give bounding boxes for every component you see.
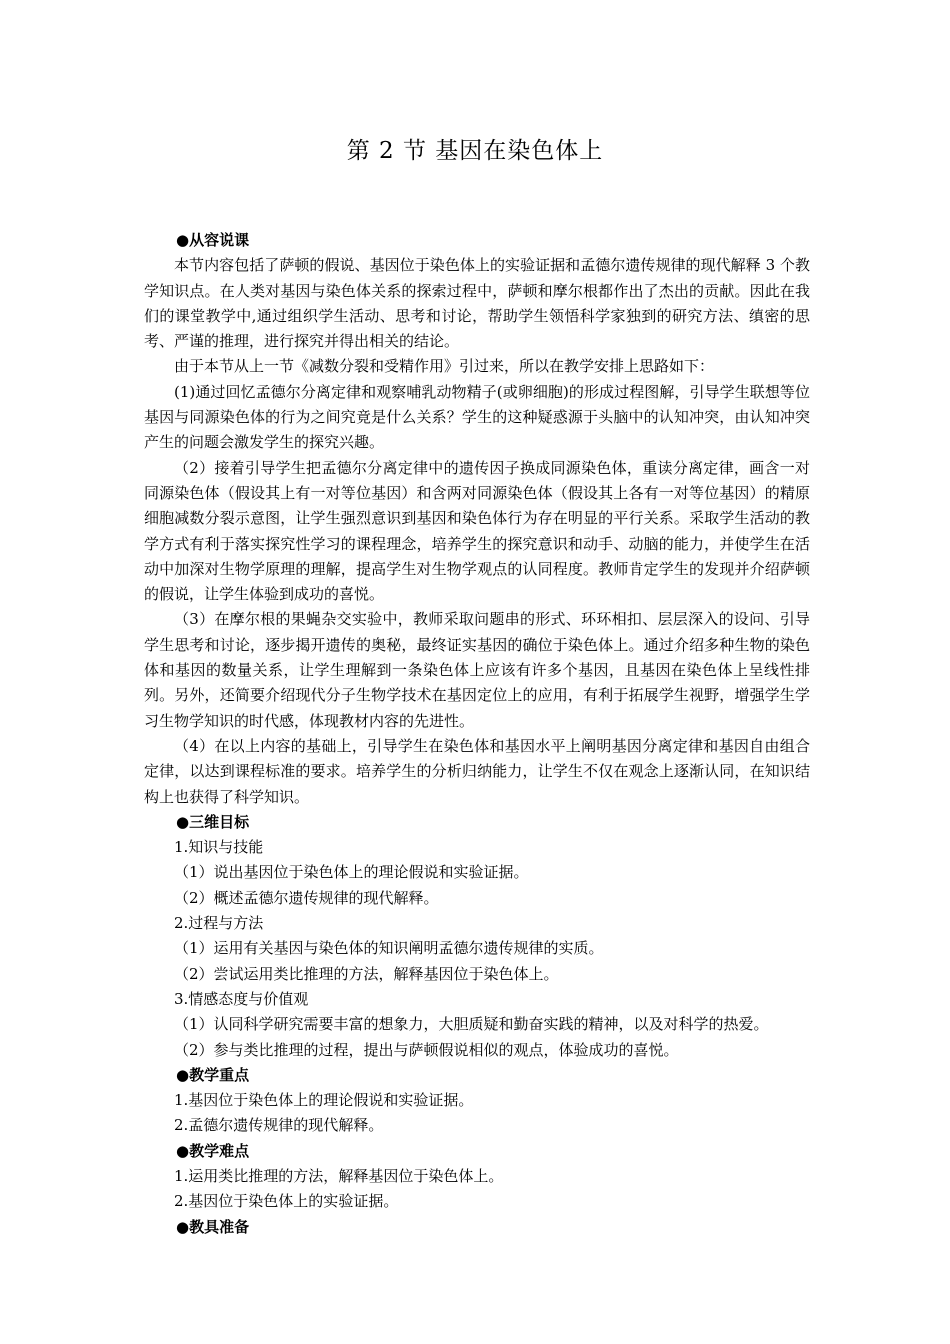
objective-item: （1）运用有关基因与染色体的知识阐明孟德尔遗传规律的实质。 bbox=[174, 939, 604, 958]
paragraph: (1)通过回忆孟德尔分离定律和观察哺乳动物精子(或卵细胞)的形成过程图解，引导学生联想等位基因与同源染色体的行为之间究竟是什么关系？学生的这种疑惑源于头脑中的认知冲突，由认知冲突产生的问题会激发学生的探究兴趣。 bbox=[144, 382, 810, 452]
section-heading-key-points: ●教学重点 bbox=[176, 1065, 250, 1084]
difficulty-item: 1.运用类比推理的方法，解释基因位于染色体上。 bbox=[174, 1166, 504, 1185]
document-body bbox=[144, 228, 810, 1240]
objective-subheading: 1.知识与技能 bbox=[174, 838, 264, 857]
paragraph: （4）在以上内容的基础上，引导学生在染色体和基因水平上阐明基因分离定律和基因自由组合定律，以达到课程标准的要求。培养学生的分析归纳能力，让学生不仅在观念上逐渐认同，在知识结构上也获得了科学知识。 bbox=[144, 736, 810, 806]
section-heading-objectives: ●三维目标 bbox=[176, 812, 250, 831]
objective-item: （1）认同科学研究需要丰富的想象力，大胆质疑和勤奋实践的精神，以及对科学的热爱。 bbox=[174, 1015, 769, 1034]
section-heading-difficulties: ●教学难点 bbox=[176, 1141, 250, 1160]
key-point-item: 2.孟德尔遗传规律的现代解释。 bbox=[174, 1116, 384, 1135]
paragraph: 本节内容包括了萨顿的假说、基因位于染色体上的实验证据和孟德尔遗传规律的现代解释 3 个教学知识点。在人类对基因与染色体关系的探索过程中，萨顿和摩尔根都作出了杰出的贡献。因此在我们的课堂教学中,通过组织学生活动、思考和讨论，帮助学生领悟科学家独到的研究方法、缜密的思考、严谨的推理，进行探究并得出相关的结论。 bbox=[144, 256, 810, 351]
objective-item: （2）尝试运用类比推理的方法，解释基因位于染色体上。 bbox=[174, 964, 559, 983]
objective-subheading: 3.情感态度与价值观 bbox=[174, 989, 309, 1008]
section-heading-lesson-talk: ●从容说课 bbox=[176, 231, 250, 249]
objective-item: （2）参与类比推理的过程，提出与萨顿假说相似的观点，体验成功的喜悦。 bbox=[174, 1040, 679, 1059]
paragraph: （2）接着引导学生把孟德尔分离定律中的遗传因子换成同源染色体，重读分离定律，画含一对同源染色体（假设其上有一对等位基因）和含两对同源染色体（假设其上各有一对等位基因）的精原细胞减数分裂示意图，让学生强烈意识到基因和染色体行为存在明显的平行关系。采取学生活动的教学方式有利于落实探究性学习的课程理念，培养学生的探究意识和动手、动脑的能力，并使学生在活动中加深对生物学原理的理解，提高学生对生物学观点的认同程度。教师肯定学生的发现并介绍萨顿的假说，让学生体验到成功的喜悦。 bbox=[144, 458, 810, 604]
paragraph: （3）在摩尔根的果蝇杂交实验中，教师采取问题串的形式、环环相扣、层层深入的设问、引导学生思考和讨论，逐步揭开遗传的奥秘，最终证实基因的确位于染色体上。通过介绍多种生物的染色体和基因的数量关系，让学生理解到一条染色体上应该有许多个基因，且基因在染色体上呈线性排列。另外，还简要介绍现代分子生物学技术在基因定位上的应用，有利于拓展学生视野，增强学生学习生物学知识的时代感，体现教材内容的先进性。 bbox=[144, 610, 810, 730]
section-heading-teaching-aids: ●教具准备 bbox=[176, 1217, 250, 1236]
paragraph: 由于本节从上一节《减数分裂和受精作用》引过来，所以在教学安排上思路如下： bbox=[174, 357, 715, 376]
difficulty-item: 2.基因位于染色体上的实验证据。 bbox=[174, 1192, 399, 1211]
objective-item: （1）说出基因位于染色体上的理论假说和实验证据。 bbox=[174, 863, 529, 882]
objective-item: （2）概述孟德尔遗传规律的现代解释。 bbox=[174, 888, 439, 907]
objective-subheading: 2.过程与方法 bbox=[174, 914, 264, 933]
page-title: 第 2 节 基因在染色体上 bbox=[346, 138, 604, 164]
key-point-item: 1.基因位于染色体上的理论假说和实验证据。 bbox=[174, 1091, 474, 1110]
